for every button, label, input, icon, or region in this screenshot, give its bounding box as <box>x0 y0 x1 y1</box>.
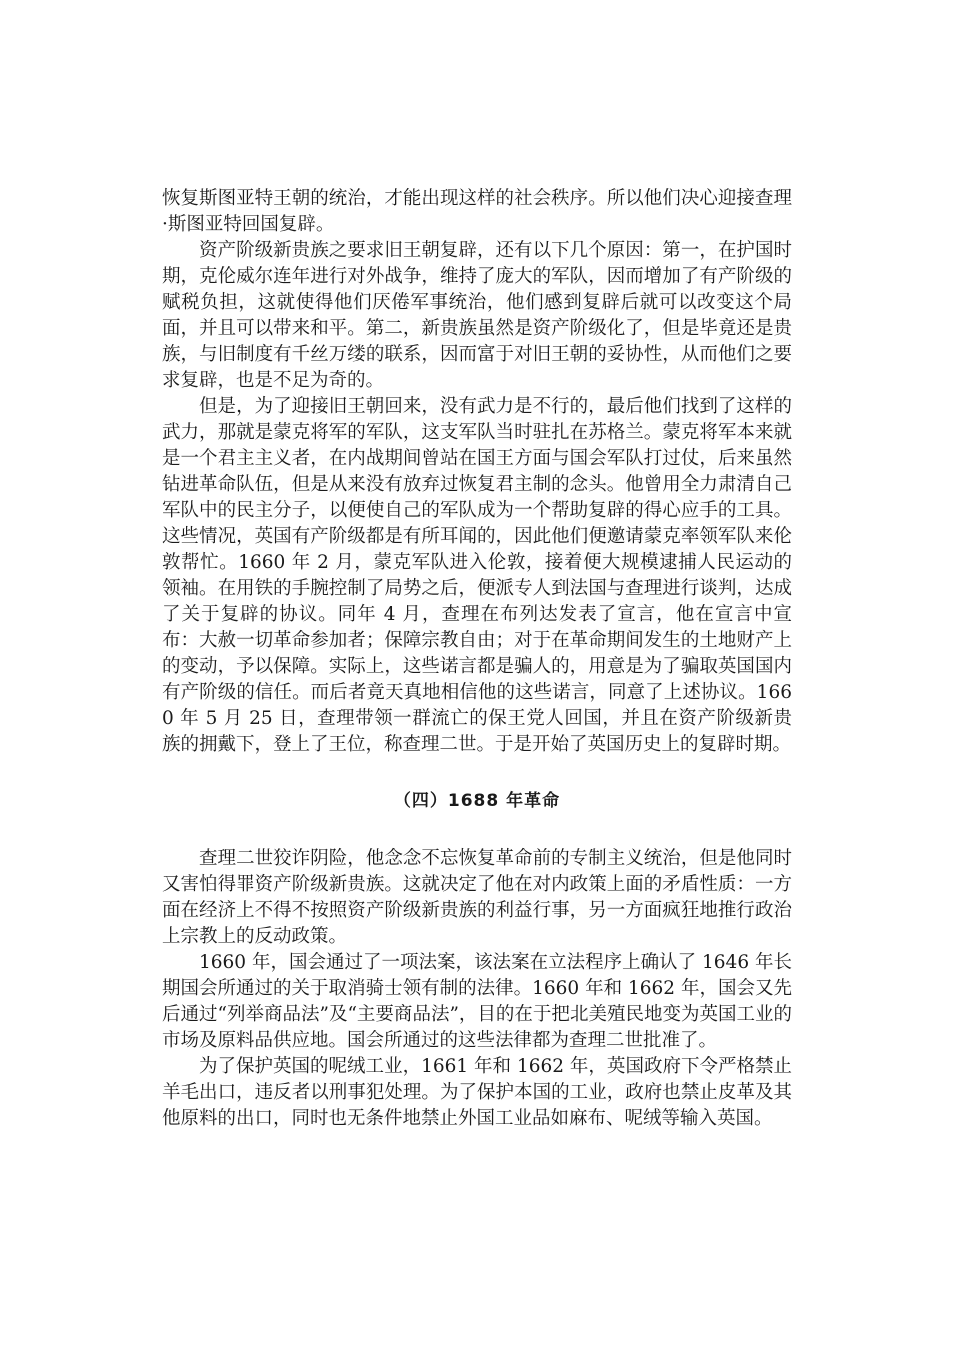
section-heading: （四）1688 年革命 <box>393 791 561 811</box>
paragraph: 为了保护英国的呢绒工业，1661 年和 1662 年，英国政府下令严格禁止羊毛出口，违反者以刑事犯处理。为了保护本国的工业，政府也禁止皮革及其他原料的出口，同时也无条件地禁止外国工业品如麻布、呢绒等输入英国。 <box>162 1056 792 1129</box>
paragraph: 查理二世狡诈阴险，他念念不忘恢复革命前的专制主义统治，但是他同时又害怕得罪资产阶级新贵族。这就决定了他在对内政策上面的矛盾性质：一方面在经济上不得不按照资产阶级新贵族的利益行事，另一方面疯狂地推行政治上宗教上的反动政策。 <box>162 848 792 947</box>
paragraph: 恢复斯图亚特王朝的统治，才能出现这样的社会秩序。所以他们决心迎接查理·斯图亚特回国复辟。 <box>162 188 792 235</box>
paragraph: 资产阶级新贵族之要求旧王朝复辟，还有以下几个原因：第一，在护国时期，克伦威尔连年进行对外战争，维持了庞大的军队，因而增加了有产阶级的赋税负担，这就使得他们厌倦军事统治，他们感到复辟后就可以改变这个局面，并且可以带来和平。第二，新贵族虽然是资产阶级化了，但是毕竟还是贵族，与旧制度有千丝万缕的联系，因而富于对旧王朝的妥协性，从而他们之要求复辟，也是不足为奇的。 <box>162 240 792 391</box>
document-page <box>162 186 792 1132</box>
paragraph: 但是，为了迎接旧王朝回来，没有武力是不行的，最后他们找到了这样的武力，那就是蒙克将军的军队，这支军队当时驻扎在苏格兰。蒙克将军本来就是一个君主主义者，在内战期间曾站在国王方面与国会军队打过仗，后来虽然钻进革命队伍，但是从来没有放弃过恢复君主制的念头。他曾用全力肃清自己军队中的民主分子，以便使自己的军队成为一个帮助复辟的得心应手的工具。这些情况，英国有产阶级都是有所耳闻的，因此他们便邀请蒙克率领军队来伦敦帮忙。1660 年 2 月，蒙克军队进入伦敦，接着便大规模逮捕人民运动的领袖。在用铁的手腕控制了局势之后，便派专人到法国与查理进行谈判，达成了关于复辟的协议。同年 4 月，查理在布列达发表了宣言，他在宣言中宣布：大赦一切革命参加者；保障宗教自由；对于在革命期间发生的土地财产上的变动，予以保障。实际上，这些诺言都是骗人的，用意是为了骗取英国国内有产阶级的信任。而后者竟天真地相信他的这些诺言，同意了上述协议。1660 年 5 月 25 日，查理带领一群流亡的保王党人回国，并且在资产阶级新贵族的拥戴下，登上了王位，称查理二世。于是开始了英国历史上的复辟时期。 <box>162 396 792 755</box>
paragraph: 1660 年，国会通过了一项法案，该法案在立法程序上确认了 1646 年长期国会所通过的关于取消骑士领有制的法律。1660 年和 1662 年，国会又先后通过“列举商品法”及“主要商品法”，目的在于把北美殖民地变为英国工业的市场及原料品供应地。国会所通过的这些法律都为查理二世批准了。 <box>162 952 792 1051</box>
